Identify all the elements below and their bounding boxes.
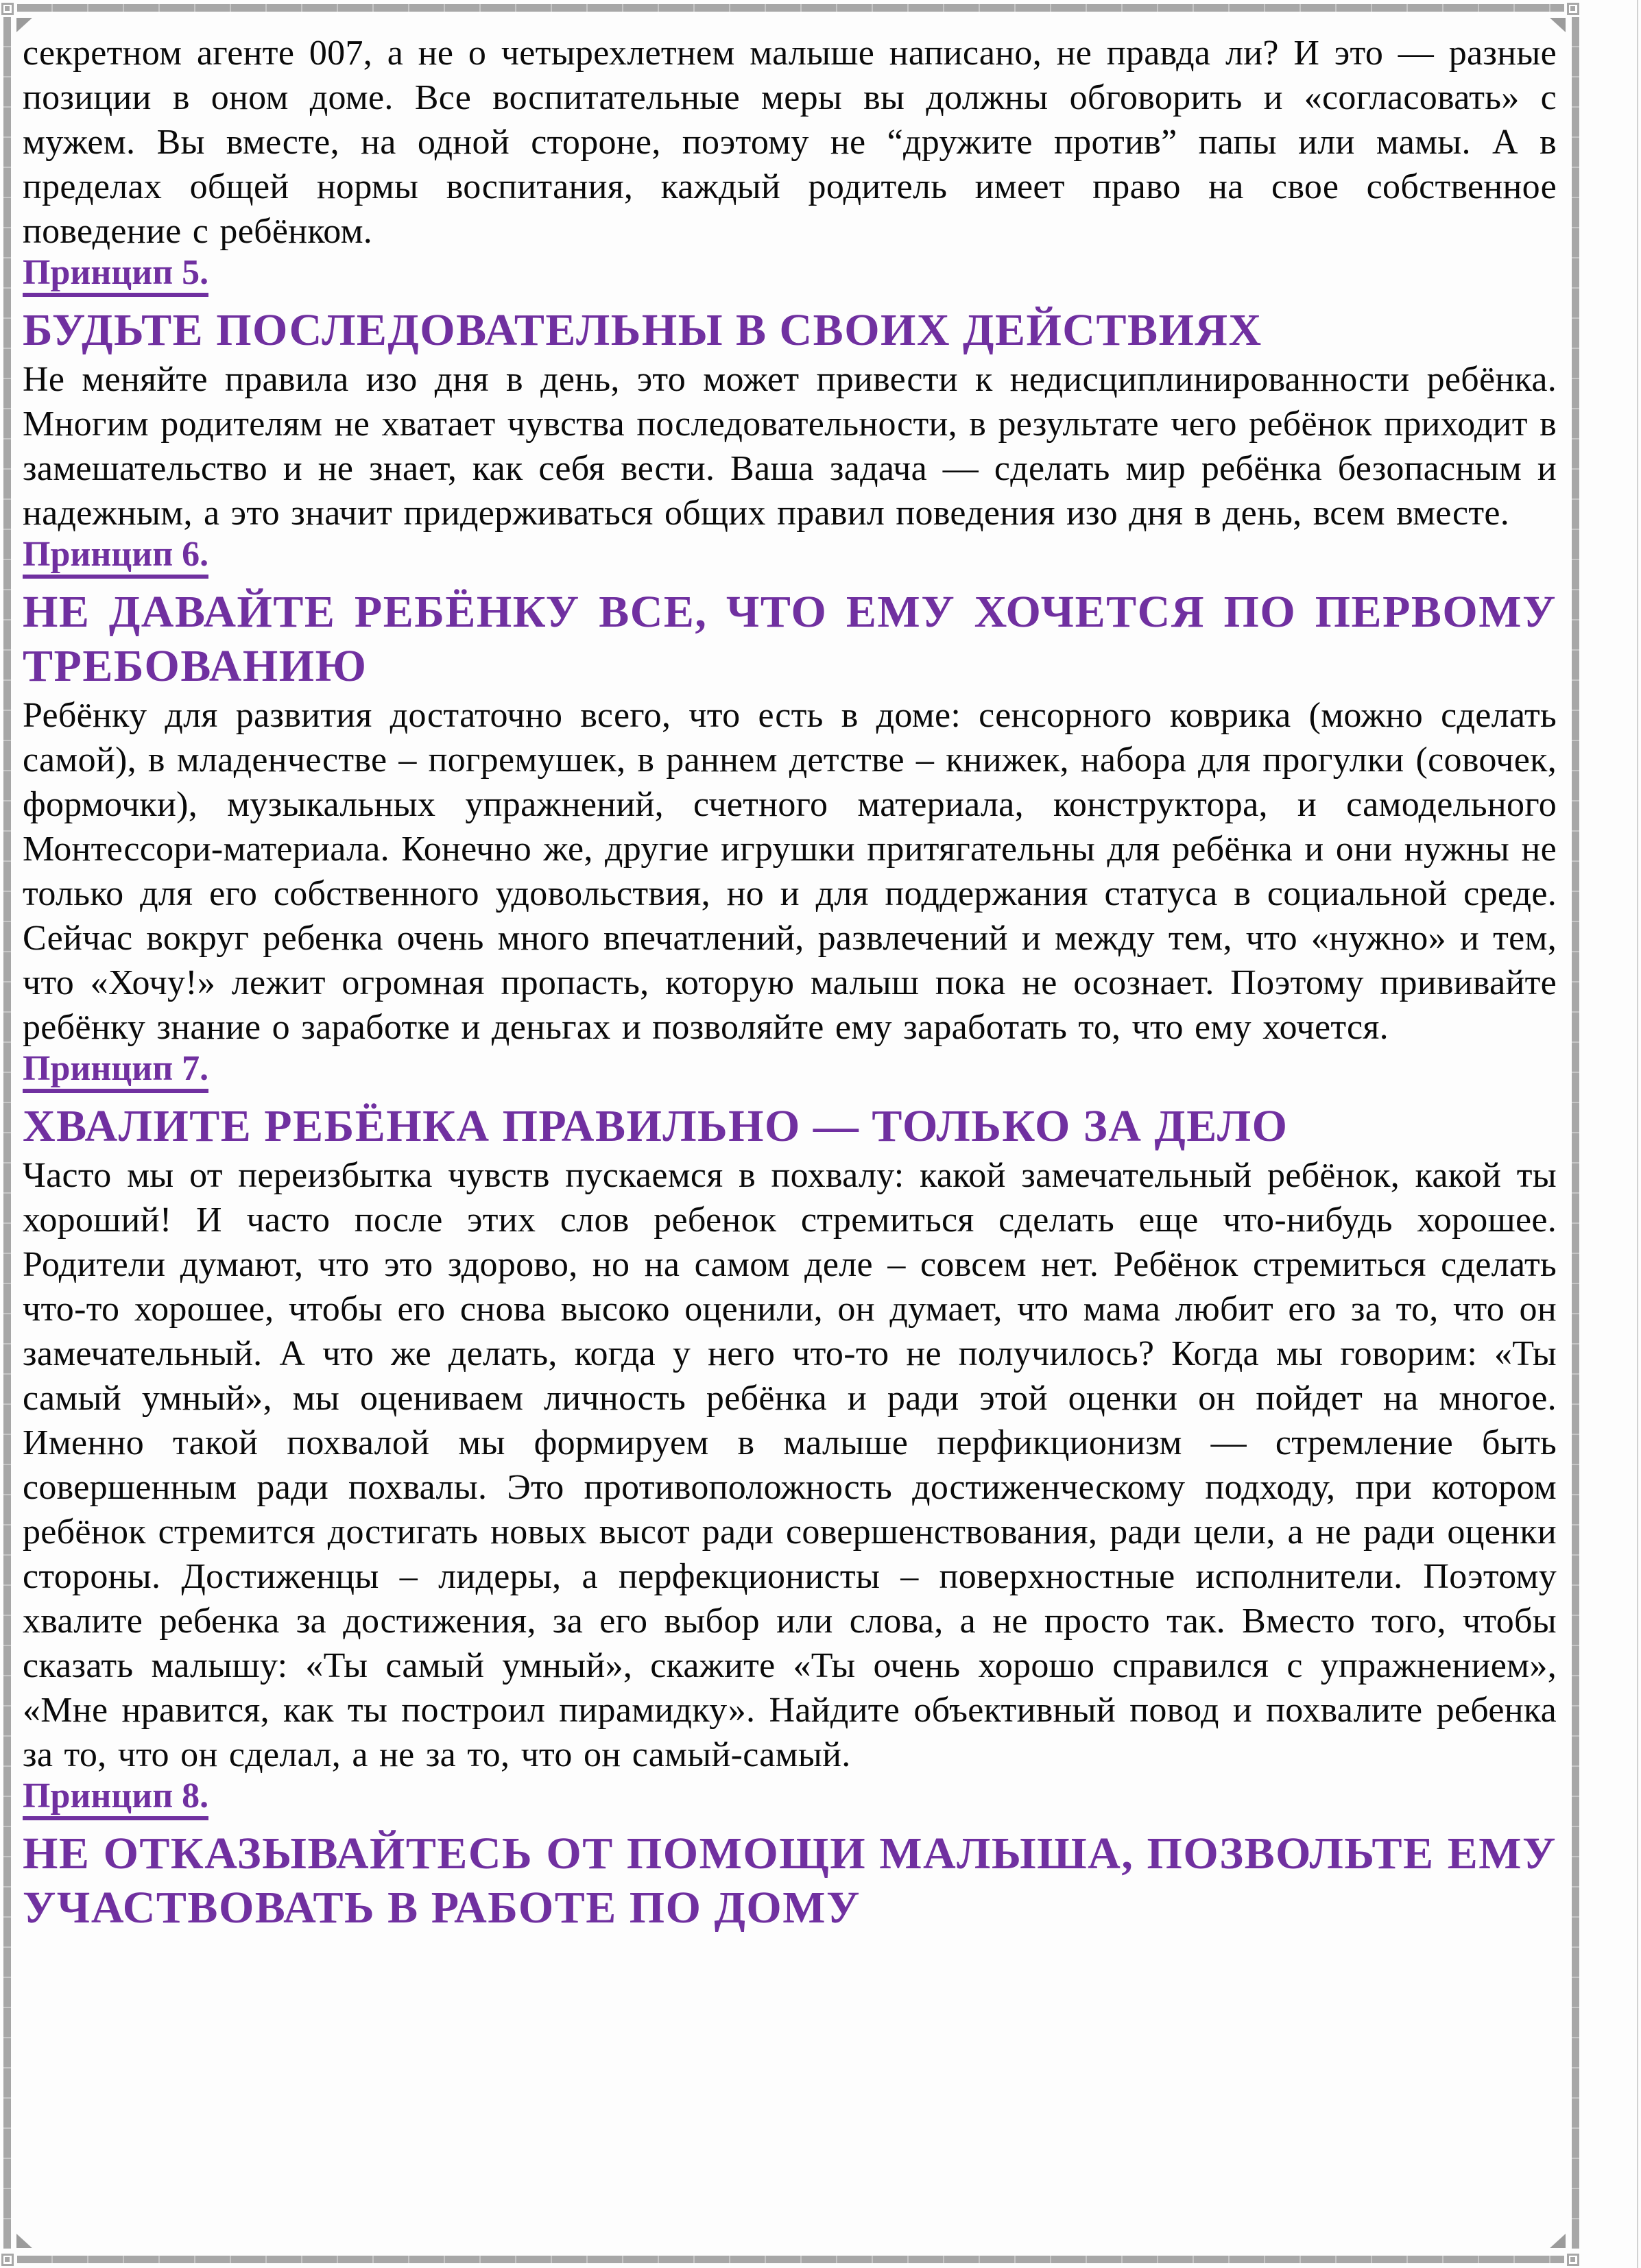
principle-7-label: Принцип 7. <box>23 1050 208 1093</box>
page-edge-line <box>1637 0 1638 2268</box>
principle-7-heading: ХВАЛИТЕ РЕБЁНКА ПРАВИЛЬНО — ТОЛЬКО ЗА ДЕЛО <box>23 1101 1289 1151</box>
corner-triangle-bottom-left-icon <box>16 2234 32 2248</box>
principle-5-label-line <box>23 254 1557 303</box>
page-border-right <box>1572 17 1579 2249</box>
principle-7-label-line <box>23 1050 1557 1099</box>
corner-triangle-bottom-right-icon <box>1550 2234 1566 2248</box>
principle-8-label: Принцип 8. <box>23 1777 208 1820</box>
corner-triangle-top-left-icon <box>16 18 32 32</box>
page-border-bottom <box>17 2256 1564 2263</box>
corner-triangle-top-right-icon <box>1550 18 1566 32</box>
principle-8-heading: НЕ ОТКАЗЫВАЙТЕСЬ ОТ ПОМОЩИ МАЛЫША, ПОЗВОЛЬТЕ ЕМУ УЧАСТВОВАТЬ В РАБОТЕ ПО ДОМУ <box>23 1829 1557 1933</box>
principle-8-label-line <box>23 1777 1557 1826</box>
principle-7-body: Часто мы от переизбытка чувств пускаемся в похвалу: какой замечательный ребёнок, какой ты хороший! И часто после этих слов ребенок стремиться сделать еще что-нибудь хорошее. Родители думают, что это здорово, но на самом деле – совсем нет. Ребёнок стремиться сделать что-то хорошее, чтобы его снова высоко оценили, он думает, что мама любит его за то, что он замечательный. А что же делать, когда у него что-то не получилось? Когда мы говорим: «Ты самый умный», мы оцениваем личность ребёнка и ради этой оценки он пойдет на многое. Именно такой похвалой мы формируем в малыше перфикционизм — стремление быть совершенным ради похвалы. Это противоположность достиженческому подходу, при котором ребёнок стремится достигать новых высот ради совершенствования, ради цели, а не ради оценки стороны. Достиженцы – лидеры, а перфекционисты – поверхностные исполнители. Поэтому хвалите ребенка за достижения, за его выбор или слова, а не просто так. Вместо того, чтобы сказать малышу: «Ты самый умный», скажите «Ты очень хорошо справился с упражнением», «Мне нравится, как ты построил пирамидку». Найдите объективный повод и похвалите ребенка за то, что он сделал, а не за то, что он самый-самый. <box>23 1156 1557 1774</box>
corner-ornament-bottom-left-icon <box>1 2254 14 2266</box>
corner-ornament-bottom-right-icon <box>1567 2254 1579 2266</box>
principle-5-heading: БУДЬТЕ ПОСЛЕДОВАТЕЛЬНЫ В СВОИХ ДЕЙСТВИЯХ <box>23 305 1262 355</box>
principle-6-body: Ребёнку для развития достаточно всего, что есть в доме: сенсорного коврика (можно сделать самой), в младенчестве – погремушек, в раннем детстве – книжек, набора для прогулки (совочек, формочки), музыкальных упражнений, счетного материала, конструктора, и самодельного Монтессори-материала. Конечно же, другие игрушки притягательны для ребёнка и они нужны не только для его собственного удовольствия, но и для поддержания статуса в социальной среде. Сейчас вокруг ребенка очень много впечатлений, развлечений и между тем, что «нужно» и тем, что «Хочу!» лежит огромная пропасть, которую малыш пока не осознает. Поэтому прививайте ребёнку знание о заработке и деньгах и позволяйте ему заработать то, что ему хочется. <box>23 696 1557 1047</box>
principle-5-body: Не меняйте правила изо дня в день, это может привести к недисциплинированности ребёнка. Многим родителям не хватает чувства последовательности, в результате чего ребёнок приходит в замешательство и не знает, как себя вести. Ваша задача — сделать мир ребёнка безопасным и надежным, а это значит придерживаться общих правил поведения изо дня в день, всем вместе. <box>23 360 1557 533</box>
principle-6-heading: НЕ ДАВАЙТЕ РЕБЁНКУ ВСЕ, ЧТО ЕМУ ХОЧЕТСЯ ПО ПЕРВОМУ ТРЕБОВАНИЮ <box>23 587 1557 691</box>
principle-6-label: Принцип 6. <box>23 535 208 579</box>
page-border-top <box>17 4 1564 12</box>
principle-5-label: Принцип 5. <box>23 254 208 297</box>
page-border-left <box>3 17 11 2249</box>
principle-6-label-line <box>23 535 1557 585</box>
intro-paragraph: секретном агенте 007, а не о четырехлетнем малыше написано, не правда ли? И это — разные позиции в оном доме. Все воспитательные меры вы должны обговорить и «согласовать» с мужем. Вы вместе, на одной стороне, поэтому не “дружите против” папы или мамы. А в пределах общей нормы воспитания, каждый родитель имеет право на свое собственное поведение с ребёнком. <box>23 34 1557 251</box>
corner-ornament-top-left-icon <box>1 3 14 15</box>
corner-ornament-top-right-icon <box>1567 3 1579 15</box>
document-body <box>23 31 1557 1935</box>
